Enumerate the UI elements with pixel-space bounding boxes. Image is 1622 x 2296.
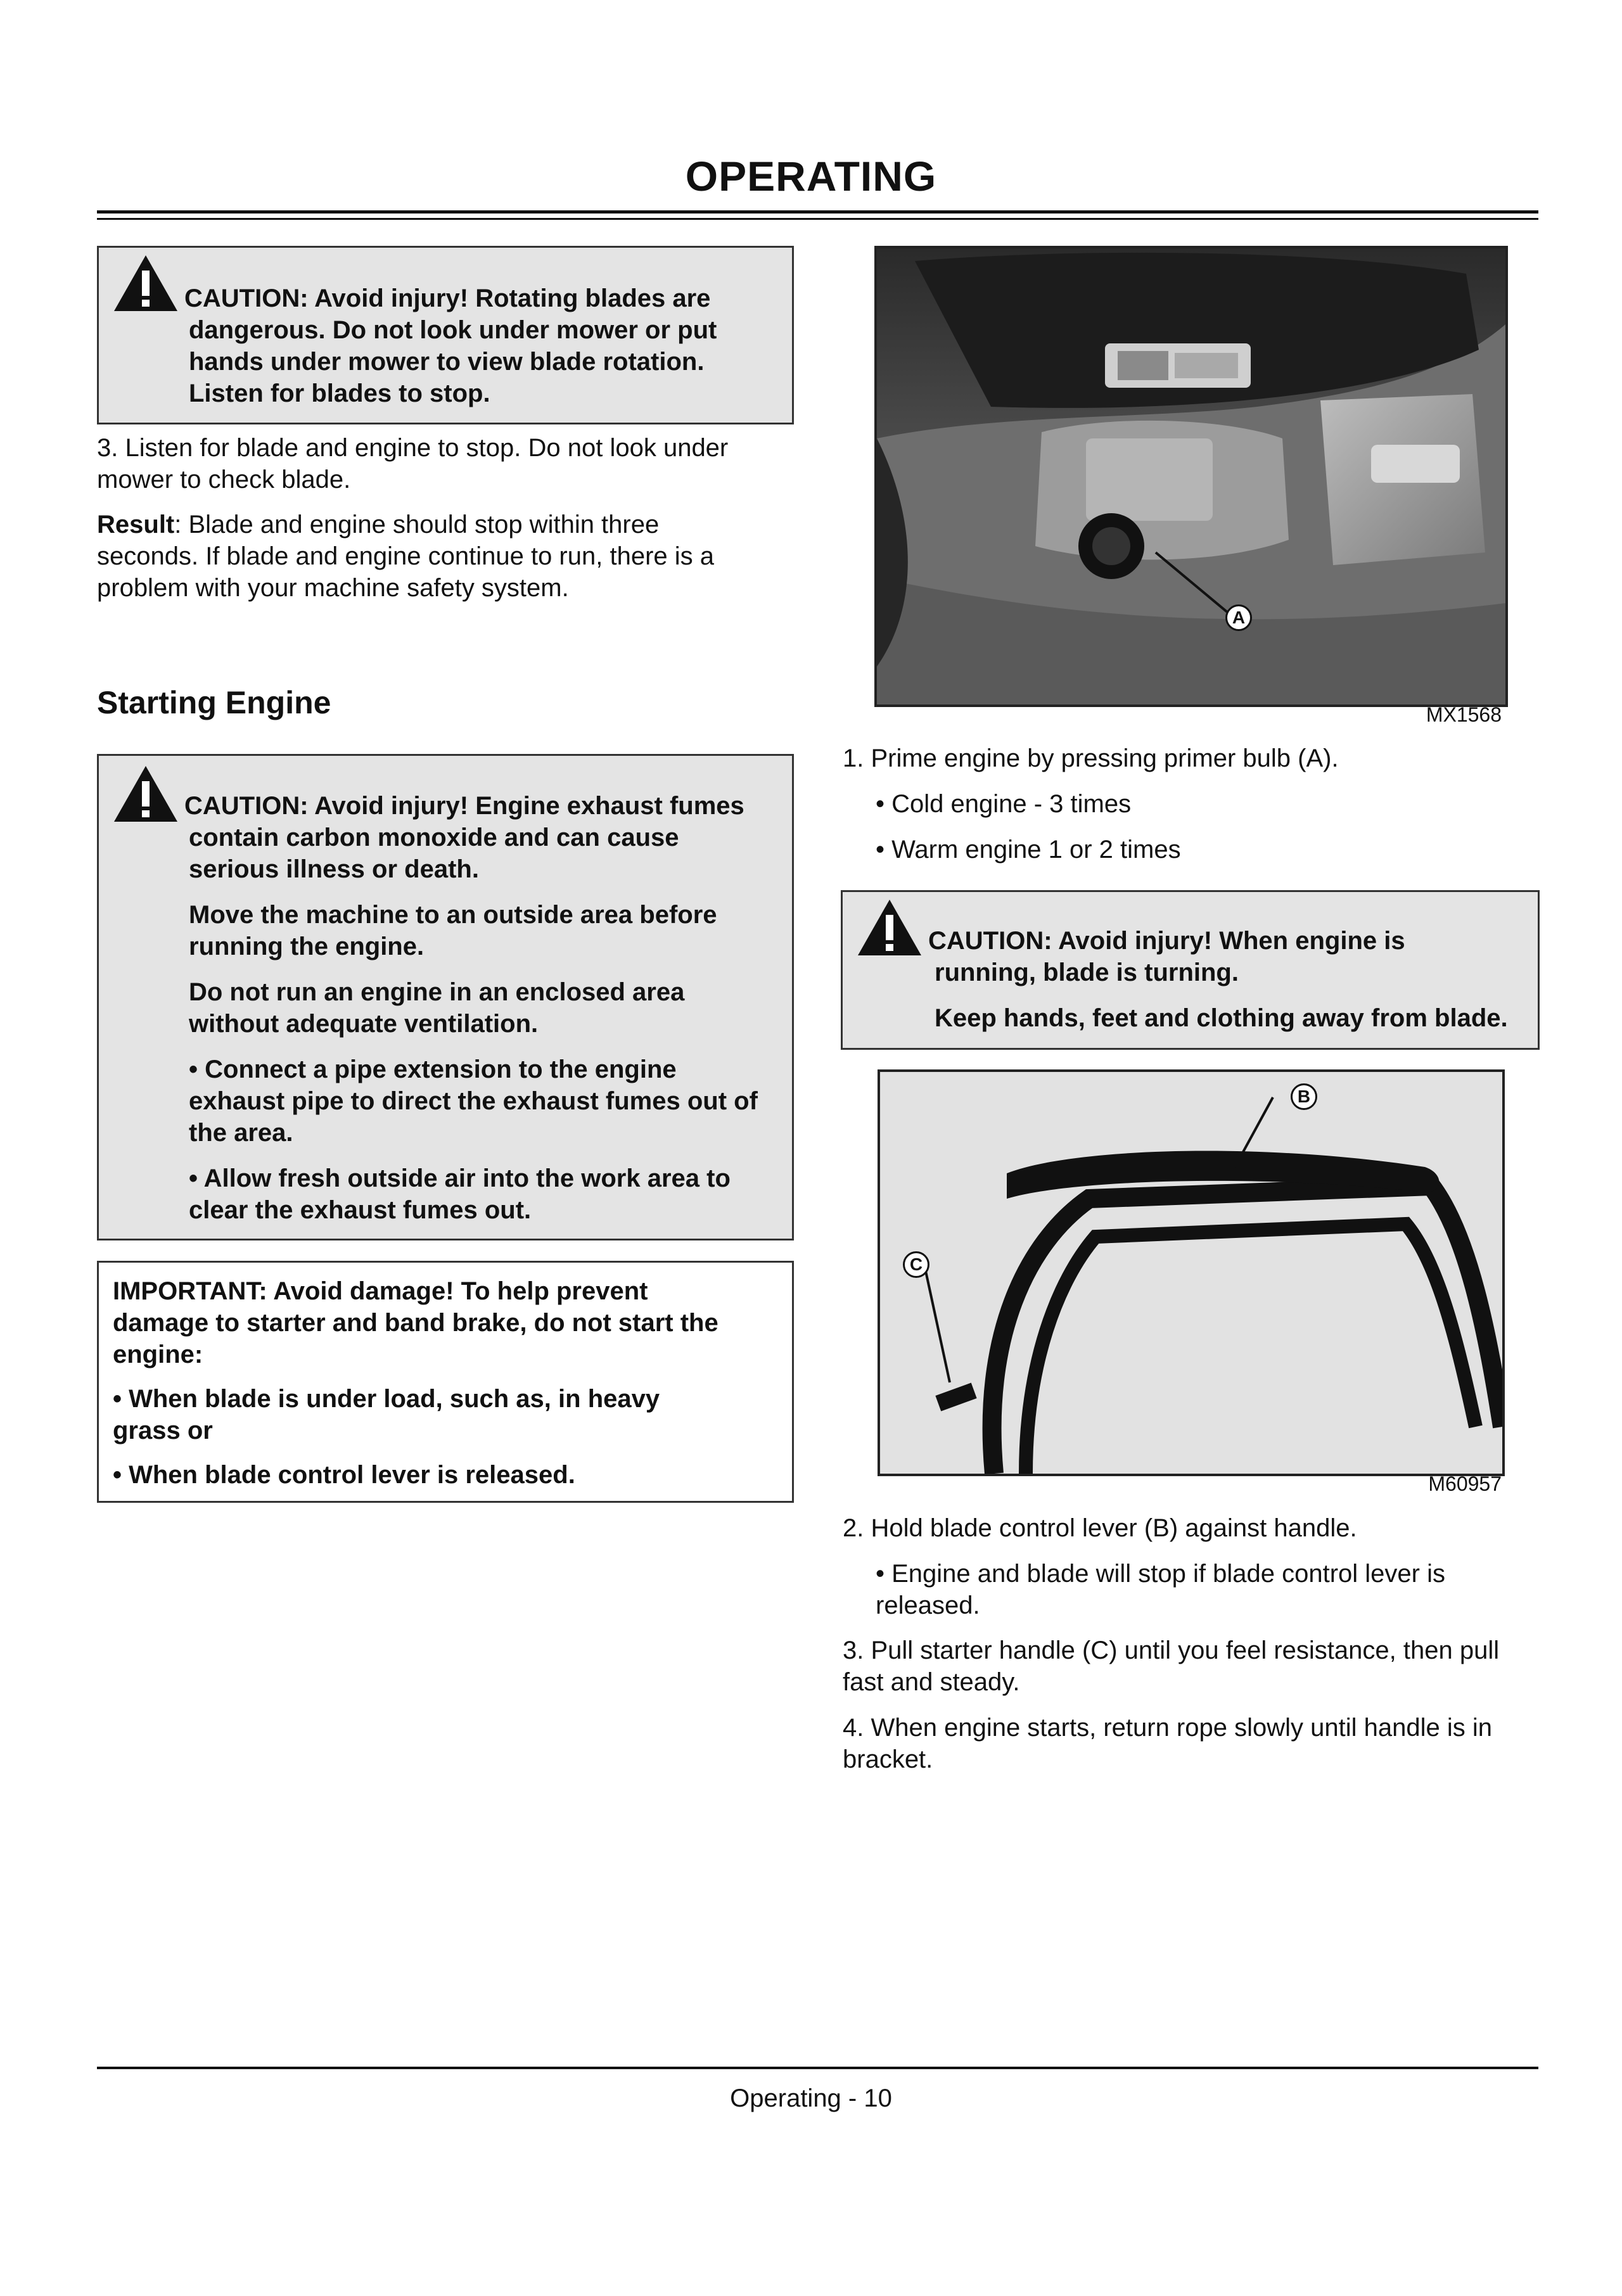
callout-c: C	[903, 1251, 929, 1278]
result-label: Result	[97, 511, 175, 539]
caution-line: Keep hands, feet and clothing away from blade.	[935, 1004, 1508, 1032]
callout-a: A	[1225, 604, 1252, 631]
step-line: 3. Listen for blade and engine to stop. Do not look under	[97, 434, 729, 462]
important-text	[113, 1275, 718, 1491]
caution-line: Do not run an engine in an enclosed area	[189, 978, 685, 1006]
handle-photo	[878, 1069, 1505, 1476]
figure-caption-m60957: M60957	[1428, 1472, 1502, 1495]
step-line: fast and steady.	[843, 1668, 1020, 1696]
caution-line: CAUTION: Avoid injury! When engine is	[928, 927, 1405, 955]
handle-illustration	[880, 1072, 1502, 1474]
caution-line: Listen for blades to stop.	[189, 379, 490, 407]
caution-text	[184, 790, 744, 822]
callout-b: B	[1291, 1083, 1317, 1110]
important-line: engine:	[113, 1341, 203, 1368]
caution-line: CAUTION: Avoid injury! Engine exhaust fumes	[184, 792, 744, 820]
important-line: IMPORTANT: Avoid damage! To help prevent	[113, 1277, 648, 1305]
caution-text-rest	[189, 822, 758, 1226]
important-bullet: • When blade control lever is released.	[113, 1461, 575, 1489]
caution-line: running the engine.	[189, 933, 425, 960]
caution-line: clear the exhaust fumes out.	[189, 1196, 532, 1224]
warning-triangle-icon	[855, 897, 924, 958]
important-bullet: • When blade is under load, such as, in heavy	[113, 1385, 660, 1413]
figure-caption-mx1568: MX1568	[1426, 703, 1502, 726]
caution-box-blade-turning	[841, 890, 1540, 1050]
caution-line: without adequate ventilation.	[189, 1010, 539, 1038]
step-3-left	[97, 432, 800, 495]
caution-text	[184, 283, 710, 314]
result-paragraph	[97, 509, 800, 604]
important-box	[97, 1261, 794, 1503]
section-heading-starting-engine: Starting Engine	[97, 685, 331, 720]
caution-line: exhaust pipe to direct the exhaust fumes out of	[189, 1087, 758, 1115]
step-bullet: • Engine and blade will stop if blade control lever is	[876, 1560, 1445, 1588]
page-number: Operating - 10	[730, 2084, 892, 2112]
caution-line: contain carbon monoxide and can cause	[189, 824, 679, 851]
header-rule-thin	[97, 218, 1538, 220]
result-line: problem with your machine safety system.	[97, 574, 569, 602]
engine-illustration	[877, 248, 1505, 705]
caution-bullet: • Connect a pipe extension to the engine	[189, 1056, 677, 1083]
step-1	[843, 743, 1546, 865]
step-line: 1. Prime engine by pressing primer bulb (A).	[843, 744, 1339, 772]
caution-text	[928, 925, 1405, 957]
caution-line: serious illness or death.	[189, 855, 479, 883]
footer-rule	[97, 2067, 1538, 2069]
engine-primer-photo	[874, 246, 1508, 707]
step-line: bracket.	[843, 1745, 933, 1773]
bullet-cold-engine: • Cold engine - 3 times	[876, 790, 1132, 818]
caution-box-rotating-blades	[97, 246, 794, 424]
bullet-warm-engine: • Warm engine 1 or 2 times	[876, 836, 1181, 864]
step-line: 3. Pull starter handle (C) until you feel resistance, then pull	[843, 1636, 1500, 1664]
step-3-right	[843, 1635, 1546, 1698]
caution-line: hands under mower to view blade rotation.	[189, 348, 705, 376]
step-2	[843, 1512, 1546, 1621]
step-line: 2. Hold blade control lever (B) against handle.	[843, 1514, 1357, 1542]
step-line: released.	[876, 1591, 980, 1619]
caution-line: dangerous. Do not look under mower or put	[189, 316, 717, 344]
result-text: : Blade and engine should stop within three	[174, 511, 660, 539]
important-line: damage to starter and band brake, do not start the	[113, 1309, 718, 1337]
step-line: 4. When engine starts, return rope slowly until handle is in	[843, 1714, 1492, 1742]
step-line: mower to check blade.	[97, 466, 351, 494]
caution-line: the area.	[189, 1119, 293, 1147]
caution-bullet: • Allow fresh outside air into the work area to	[189, 1164, 731, 1192]
caution-box-exhaust-fumes	[97, 754, 794, 1240]
caution-line: CAUTION: Avoid injury! Rotating blades are	[184, 284, 711, 312]
caution-text-rest	[935, 957, 1508, 1034]
caution-line: running, blade is turning.	[935, 959, 1239, 986]
header-rule	[97, 210, 1538, 214]
caution-text-rest	[189, 314, 717, 409]
page-title: OPERATING	[685, 153, 937, 200]
warning-triangle-icon	[112, 253, 180, 314]
result-line: seconds. If blade and engine continue to run, there is a	[97, 542, 715, 570]
step-4	[843, 1712, 1546, 1775]
important-line: grass or	[113, 1417, 213, 1445]
caution-line: Move the machine to an outside area before	[189, 901, 717, 929]
warning-triangle-icon	[112, 763, 180, 824]
